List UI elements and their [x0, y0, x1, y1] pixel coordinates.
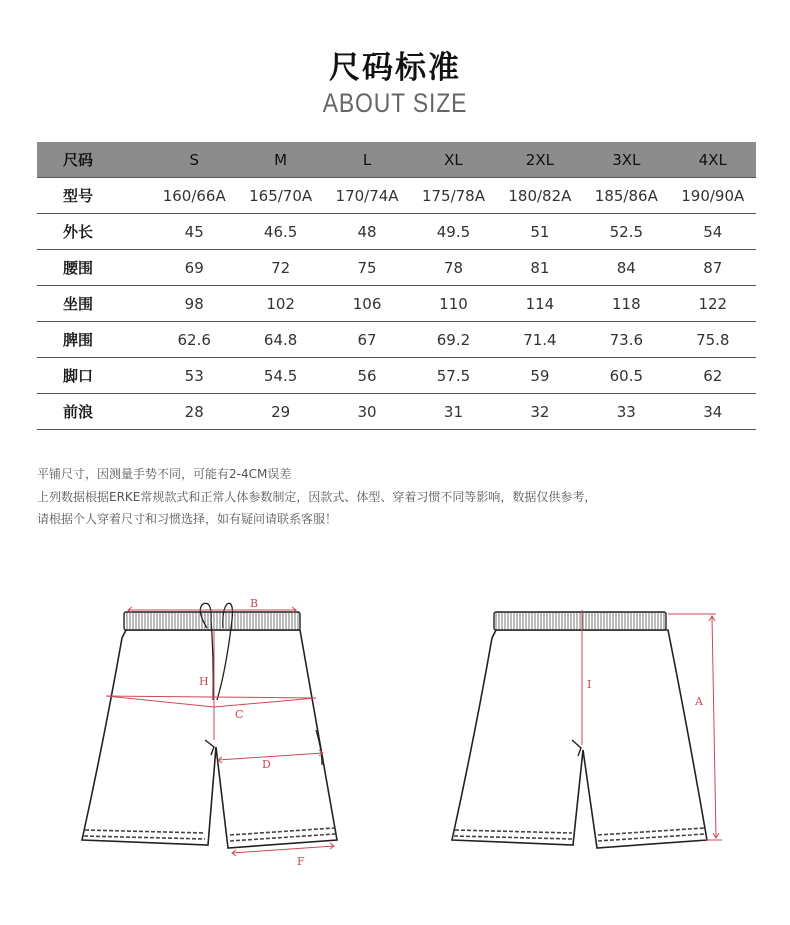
table-cell: 180/82A: [497, 178, 583, 214]
dim-label-h: H: [199, 675, 209, 688]
table-cell: 165/70A: [237, 178, 323, 214]
table-cell: 45: [151, 214, 237, 250]
table-cell: 64.8: [237, 322, 323, 358]
shorts-front-view: [82, 597, 337, 868]
table-cell: 75: [324, 250, 410, 286]
row-label: 腰围: [37, 250, 151, 286]
header-cell: 2XL: [497, 142, 583, 178]
row-label: 型号: [37, 178, 151, 214]
table-cell: 53: [151, 358, 237, 394]
table-cell: 33: [583, 394, 669, 430]
table-cell: 72: [237, 250, 323, 286]
table-cell: 29: [237, 394, 323, 430]
table-cell: 54: [670, 214, 756, 250]
table-row: [37, 358, 756, 394]
table-cell: 118: [583, 286, 669, 322]
table-cell: 32: [497, 394, 583, 430]
header-cell: S: [151, 142, 237, 178]
table-cell: 59: [497, 358, 583, 394]
dim-label-b: B: [250, 597, 259, 610]
table-cell: 52.5: [583, 214, 669, 250]
page-subtitle: ABOUT SIZE: [322, 88, 468, 118]
table-cell: 67: [324, 322, 410, 358]
table-cell: 185/86A: [583, 178, 669, 214]
table-cell: 62: [670, 358, 756, 394]
header-cell: L: [324, 142, 410, 178]
table-cell: 87: [670, 250, 756, 286]
dim-label-f: F: [297, 855, 305, 868]
table-row: [37, 322, 756, 358]
table-cell: 78: [410, 250, 496, 286]
table-cell: 84: [583, 250, 669, 286]
size-notes: [37, 463, 596, 531]
dim-label-c: C: [235, 708, 244, 721]
table-cell: 54.5: [237, 358, 323, 394]
table-cell: 28: [151, 394, 237, 430]
dim-label-i: I: [587, 678, 592, 691]
table-header-row: [37, 142, 756, 178]
table-cell: 62.6: [151, 322, 237, 358]
table-row: [37, 394, 756, 430]
row-label: 脾围: [37, 322, 151, 358]
table-cell: 56: [324, 358, 410, 394]
table-cell: 51: [497, 214, 583, 250]
size-table: [37, 142, 756, 430]
shorts-measurement-diagram: [0, 590, 790, 880]
header-cell: 3XL: [583, 142, 669, 178]
table-cell: 160/66A: [151, 178, 237, 214]
table-cell: 71.4: [497, 322, 583, 358]
table-cell: 69: [151, 250, 237, 286]
table-row: [37, 250, 756, 286]
table-cell: 30: [324, 394, 410, 430]
row-label: 脚口: [37, 358, 151, 394]
dim-label-d: D: [262, 758, 271, 771]
table-cell: 49.5: [410, 214, 496, 250]
table-cell: 170/74A: [324, 178, 410, 214]
header-cell: M: [237, 142, 323, 178]
table-cell: 98: [151, 286, 237, 322]
table-row: [37, 214, 756, 250]
table-cell: 34: [670, 394, 756, 430]
table-cell: 106: [324, 286, 410, 322]
table-cell: 110: [410, 286, 496, 322]
page-title: 尺码标准: [329, 50, 461, 86]
table-cell: 75.8: [670, 322, 756, 358]
table-cell: 175/78A: [410, 178, 496, 214]
table-cell: 190/90A: [670, 178, 756, 214]
dim-label-a: A: [695, 695, 703, 708]
row-label: 外长: [37, 214, 151, 250]
table-cell: 60.5: [583, 358, 669, 394]
table-cell: 57.5: [410, 358, 496, 394]
header-cell: 尺码: [37, 142, 151, 178]
table-cell: 81: [497, 250, 583, 286]
table-cell: 122: [670, 286, 756, 322]
header-cell: XL: [410, 142, 496, 178]
table-cell: 46.5: [237, 214, 323, 250]
table-cell: 114: [497, 286, 583, 322]
table-cell: 69.2: [410, 322, 496, 358]
row-label: 坐围: [37, 286, 151, 322]
table-cell: 31: [410, 394, 496, 430]
shorts-back-view: [452, 610, 722, 848]
note-line: 请根据个人穿着尺寸和习惯选择，如有疑问请联系客服！: [37, 512, 338, 526]
header-cell: 4XL: [670, 142, 756, 178]
row-label: 前浪: [37, 394, 151, 430]
table-cell: 73.6: [583, 322, 669, 358]
table-row: [37, 286, 756, 322]
note-line: 平铺尺寸，因测量手势不同，可能有2-4CM误差: [37, 467, 292, 481]
note-line: 上列数据根据ERKE常规款式和正常人体参数制定，因款式、体型、穿着习惯不同等影响，数据仅供参考，: [37, 489, 597, 504]
table-row: [37, 178, 756, 214]
table-cell: 102: [237, 286, 323, 322]
table-cell: 48: [324, 214, 410, 250]
